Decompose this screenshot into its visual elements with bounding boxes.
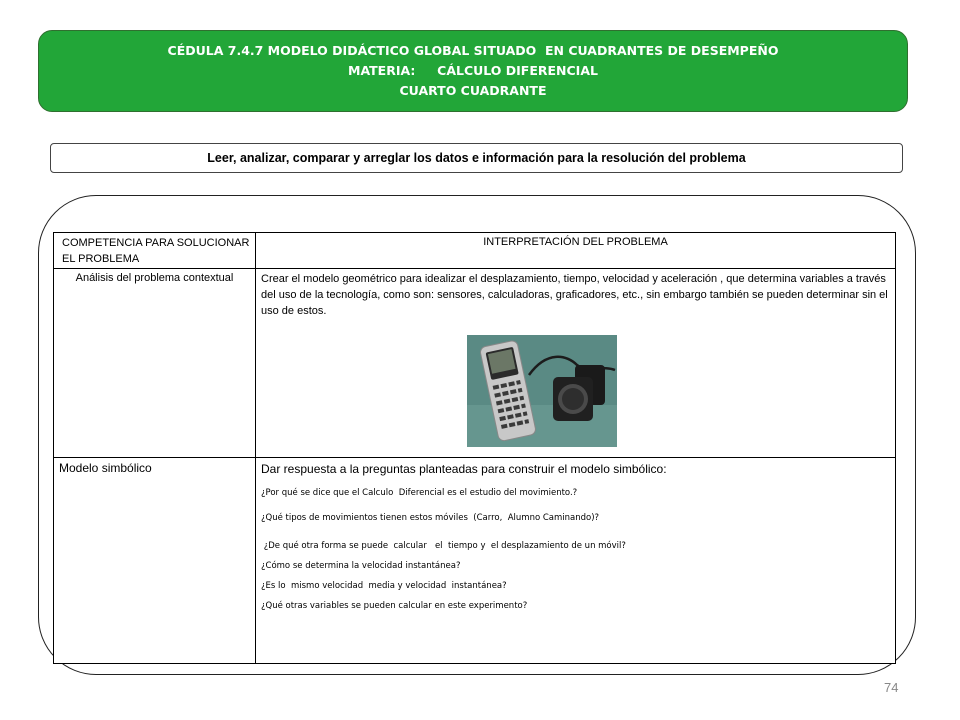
instruction-box xyxy=(50,143,903,173)
question-item: ¿Qué otras variables se pueden calcular en este experimento? xyxy=(261,601,528,611)
calculator-and-sensor-photo xyxy=(467,335,617,447)
question-item: ¿Es lo mismo velocidad media y velocidad instantánea? xyxy=(261,581,507,591)
table-row xyxy=(54,458,896,664)
row2-label: Modelo simbólico xyxy=(54,458,256,664)
question-item: ¿Qué tipos de movimientos tienen estos móviles (Carro, Alumno Caminando)? xyxy=(261,513,600,523)
header-quadrant-line: CUARTO CUADRANTE xyxy=(399,83,547,98)
question-item: ¿De qué otra forma se puede calcular el tiempo y el desplazamiento de un móvil? xyxy=(261,541,626,551)
col1-header: COMPETENCIA PARA SOLUCIONAR EL PROBLEMA xyxy=(54,233,256,269)
row1-label: Análisis del problema contextual xyxy=(54,269,256,458)
table-row xyxy=(54,269,896,458)
competency-table xyxy=(53,232,896,664)
header-title-line: CÉDULA 7.4.7 MODELO DIDÁCTICO GLOBAL SITUADO EN CUADRANTES DE DESEMPEÑO xyxy=(167,43,779,58)
header-subject-line: MATERIA: CÁLCULO DIFERENCIAL xyxy=(348,63,598,78)
table-header-row xyxy=(54,233,896,269)
row2-intro: Dar respuesta a la preguntas planteadas para construir el modelo simbólico: xyxy=(261,462,667,476)
row2-content xyxy=(256,458,896,664)
question-item: ¿Por qué se dice que el Calculo Diferencial es el estudio del movimiento.? xyxy=(261,488,578,498)
question-item: ¿Cómo se determina la velocidad instantánea? xyxy=(261,561,461,571)
col2-header: INTERPRETACIÓN DEL PROBLEMA xyxy=(256,233,896,269)
instruction-text: Leer, analizar, comparar y arreglar los datos e información para la resolución del problema xyxy=(207,151,746,165)
row1-content xyxy=(256,269,896,458)
page-number: 74 xyxy=(884,680,899,695)
row1-text: Crear el modelo geométrico para idealizar el desplazamiento, tiempo, velocidad y aceleración , que determina variables a través del uso de la tecnología, como son: sensores, calculadoras, graficadores, etc., sin embargo también se pueden determinar sin el uso de estos. xyxy=(261,273,888,317)
header-banner xyxy=(38,30,908,112)
